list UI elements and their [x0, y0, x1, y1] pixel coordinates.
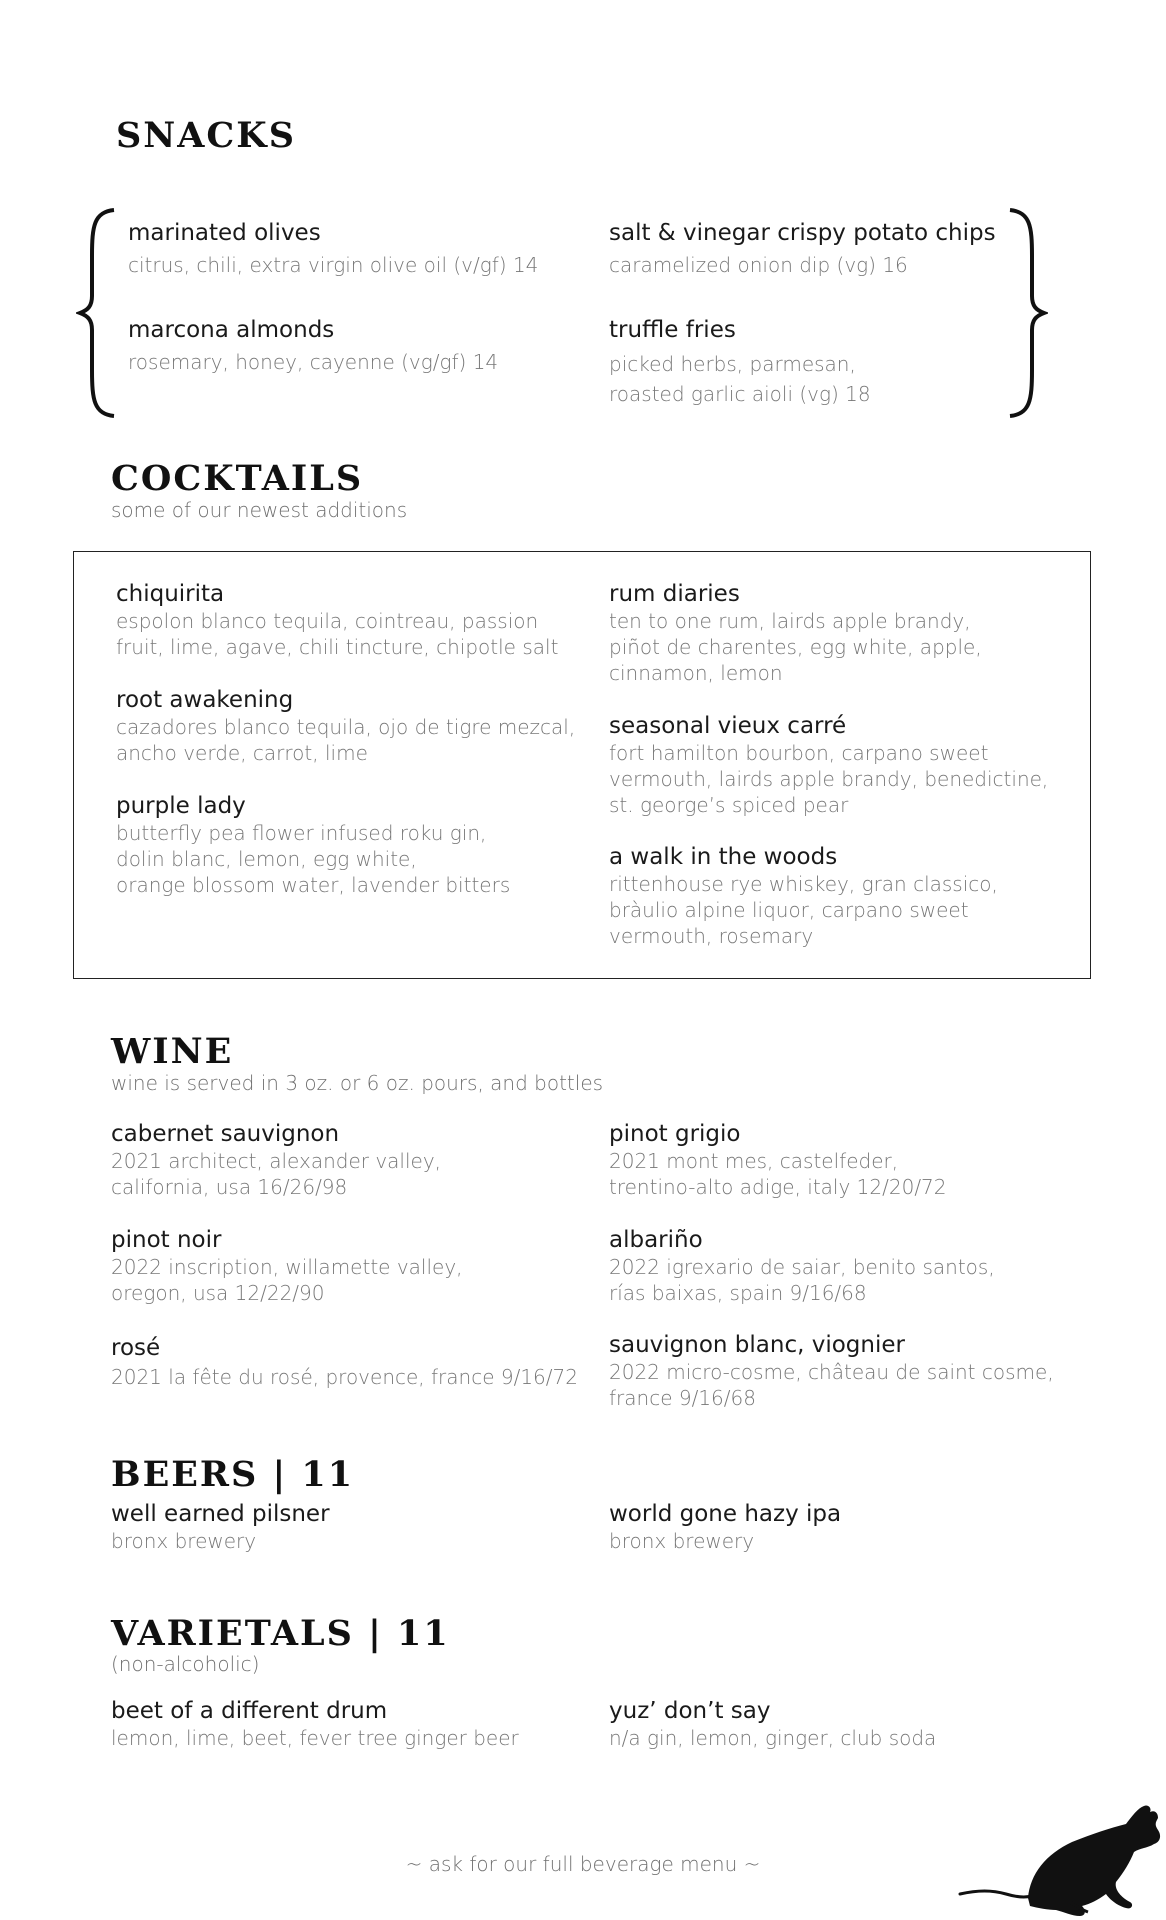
- wine-item: [609, 1120, 1079, 1200]
- snack-item: [128, 316, 598, 375]
- item-description: butterfly pea flower infused roku gin, dolin blanc, lemon, egg white, orange blossom water, lavender bitters: [116, 821, 511, 897]
- wine-item: [609, 1331, 1129, 1411]
- item-name: rosé: [111, 1335, 161, 1361]
- item-name: yuz’ don’t say: [609, 1698, 771, 1724]
- item-name: pinot noir: [111, 1227, 222, 1253]
- item-name: a walk in the woods: [609, 844, 838, 870]
- varietals-title: VARIETALS | 11: [111, 1613, 450, 1654]
- item-name: chiquirita: [116, 581, 225, 607]
- item-description: 2022 inscription, willamette valley, oregon, usa 12/22/90: [111, 1255, 463, 1305]
- item-name: root awakening: [116, 687, 294, 713]
- snack-item: [609, 316, 1079, 409]
- item-description: ten to one rum, lairds apple brandy, piñot de charentes, egg white, apple, cinnamon, lemon: [609, 609, 982, 685]
- snack-item: [128, 219, 598, 278]
- item-description: 2022 igrexario de saiar, benito santos, rías baixas, spain 9/16/68: [609, 1255, 995, 1305]
- snack-item: [609, 219, 1079, 278]
- wine-title: WINE: [111, 1031, 234, 1072]
- item-description: 2022 micro-cosme, château de saint cosme, france 9/16/68: [609, 1360, 1054, 1410]
- item-name: sauvignon blanc, viognier: [609, 1332, 905, 1358]
- wine-item: [609, 1226, 1079, 1306]
- cocktail-item: [116, 792, 586, 898]
- item-description: lemon, lime, beet, fever tree ginger beer: [111, 1726, 519, 1750]
- item-description: n/a gin, lemon, ginger, club soda: [609, 1726, 937, 1750]
- item-description: picked herbs, parmesan, roasted garlic aioli (vg) 18: [609, 352, 871, 406]
- item-name: marinated olives: [128, 220, 321, 246]
- beers-title: BEERS | 11: [111, 1454, 355, 1495]
- item-description: bronx brewery: [111, 1529, 257, 1553]
- footer-note: ~ ask for our full beverage menu ~: [405, 1852, 761, 1876]
- varietals-subtitle: (non-alcoholic): [111, 1652, 260, 1676]
- item-description: bronx brewery: [609, 1529, 755, 1553]
- item-name: well earned pilsner: [111, 1501, 330, 1527]
- item-description: citrus, chili, extra virgin olive oil (v/gf) 14: [128, 253, 539, 277]
- item-description: rosemary, honey, cayenne (vg/gf) 14: [128, 350, 499, 374]
- cocktail-item: [609, 843, 1079, 949]
- item-name: rum diaries: [609, 581, 740, 607]
- item-description: rittenhouse rye whiskey, gran classico, bràulio alpine liquor, carpano sweet vermouth, rosemary: [609, 872, 998, 948]
- item-name: truffle fries: [609, 317, 736, 343]
- item-name: seasonal vieux carré: [609, 713, 847, 739]
- snacks-title: SNACKS: [116, 115, 296, 156]
- beer-item: [609, 1500, 1079, 1554]
- item-name: purple lady: [116, 793, 246, 819]
- item-name: marcona almonds: [128, 317, 335, 343]
- item-description: 2021 la fête du rosé, provence, france 9/16/72: [111, 1365, 578, 1389]
- item-name: world gone hazy ipa: [609, 1501, 842, 1527]
- item-name: salt & vinegar crispy potato chips: [609, 220, 996, 246]
- varietal-item: [609, 1697, 1079, 1751]
- item-description: 2021 architect, alexander valley, california, usa 16/26/98: [111, 1149, 442, 1199]
- item-description: caramelized onion dip (vg) 16: [609, 253, 908, 277]
- item-description: 2021 mont mes, castelfeder, trentino-alto adige, italy 12/20/72: [609, 1149, 947, 1199]
- item-description: fort hamilton bourbon, carpano sweet vermouth, lairds apple brandy, benedictine, st. george’s spiced pear: [609, 741, 1049, 817]
- item-name: cabernet sauvignon: [111, 1121, 340, 1147]
- item-description: cazadores blanco tequila, ojo de tigre mezcal, ancho verde, carrot, lime: [116, 715, 576, 765]
- cocktail-item: [609, 580, 1079, 686]
- item-name: beet of a different drum: [111, 1698, 388, 1724]
- wine-subtitle: wine is served in 3 oz. or 6 oz. pours, and bottles: [111, 1071, 604, 1095]
- wine-item: [111, 1120, 581, 1200]
- wine-item: [111, 1334, 611, 1390]
- item-description: espolon blanco tequila, cointreau, passion fruit, lime, agave, chili tincture, chipotle salt: [116, 609, 559, 659]
- cocktail-item: [116, 580, 586, 660]
- cocktail-item: [609, 712, 1079, 818]
- wine-item: [111, 1226, 581, 1306]
- rat-silhouette-icon: [958, 1798, 1166, 1920]
- varietal-item: [111, 1697, 611, 1751]
- item-name: pinot grigio: [609, 1121, 741, 1147]
- cocktails-subtitle: some of our newest additions: [111, 498, 408, 522]
- beer-item: [111, 1500, 581, 1554]
- cocktail-item: [116, 686, 586, 766]
- item-name: albariño: [609, 1227, 703, 1253]
- left-curly-brace-icon: [76, 206, 120, 420]
- cocktails-title: COCKTAILS: [111, 458, 364, 499]
